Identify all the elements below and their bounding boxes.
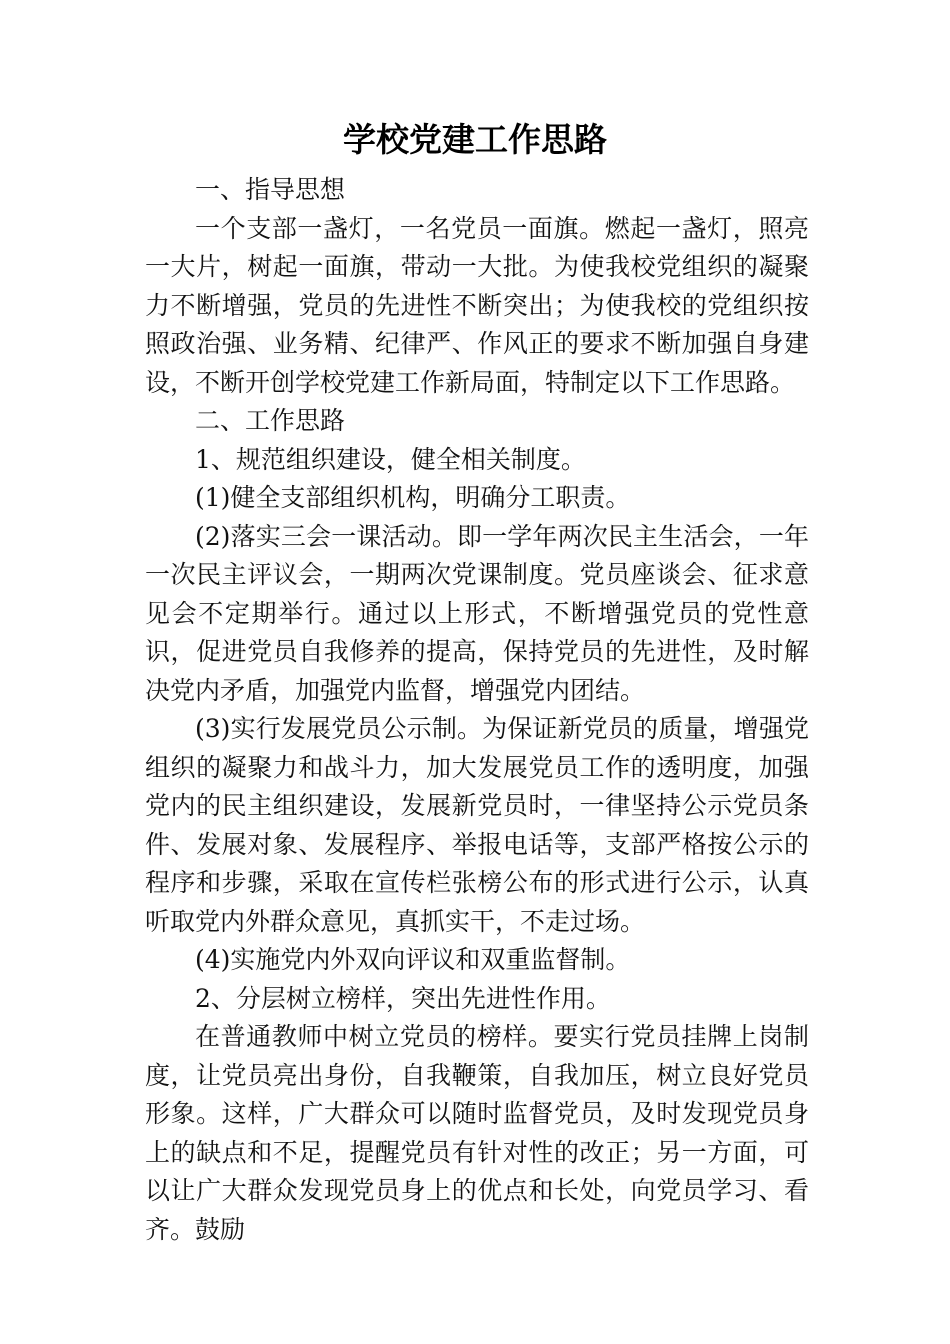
document-body: [145, 171, 809, 1249]
paragraph-role-models: 在普通教师中树立党员的榜样。要实行党员挂牌上岗制度，让党员亮出身份，自我鞭策，自我加压，树立良好党员形象。这样，广大群众可以随时监督党员，及时发现党员身上的缺点和不足，提醒党员有针对性的改正；另一方面，可以让广大群众发现党员身上的优点和长处，向党员学习、看齐。鼓励: [145, 1022, 809, 1244]
section-heading-work-ideas: 二、工作思路: [195, 406, 346, 435]
item-1-2: (2)落实三会一课活动。即一学年两次民主生活会，一年一次民主评议会，一期两次党课制度。党员座谈会、征求意见会不定期举行。通过以上形式，不断增强党员的党性意识，促进党员自我修养的提高，保持党员的先进性，及时解决党内矛盾，加强党内监督，增强党内团结。: [145, 521, 809, 705]
item-1-1: (1)健全支部组织机构，明确分工职责。: [195, 483, 631, 512]
section-heading-guiding-ideology: 一、指导思想: [195, 175, 346, 204]
item-1-4: (4)实施党内外双向评议和双重监督制。: [195, 945, 631, 974]
paragraph-intro: 一个支部一盏灯，一名党员一面旗。燃起一盏灯，照亮一大片，树起一面旗，带动一大批。为使我校党组织的凝聚力不断增强，党员的先进性不断突出；为使我校的党组织按照政治强、业务精、纪律严、作风正的要求不断加强自身建设，不断开创学校党建工作新局面，特制定以下工作思路。: [145, 213, 809, 397]
item-1-3: (3)实行发展党员公示制。为保证新党员的质量，增强党组织的凝聚力和战斗力，加大发展党员工作的透明度，加强党内的民主组织建设，发展新党员时，一律坚持公示党员条件、发展对象、发展程序、举报电话等，支部严格按公示的程序和步骤，采取在宣传栏张榜公布的形式进行公示，认真听取党内外群众意见，真抓实干，不走过场。: [145, 714, 809, 936]
item-1-heading: 1、规范组织建设，健全相关制度。: [195, 444, 586, 474]
document-title: 学校党建工作思路: [343, 120, 607, 159]
item-2-heading: 2、分层树立榜样，突出先进性作用。: [195, 983, 611, 1013]
